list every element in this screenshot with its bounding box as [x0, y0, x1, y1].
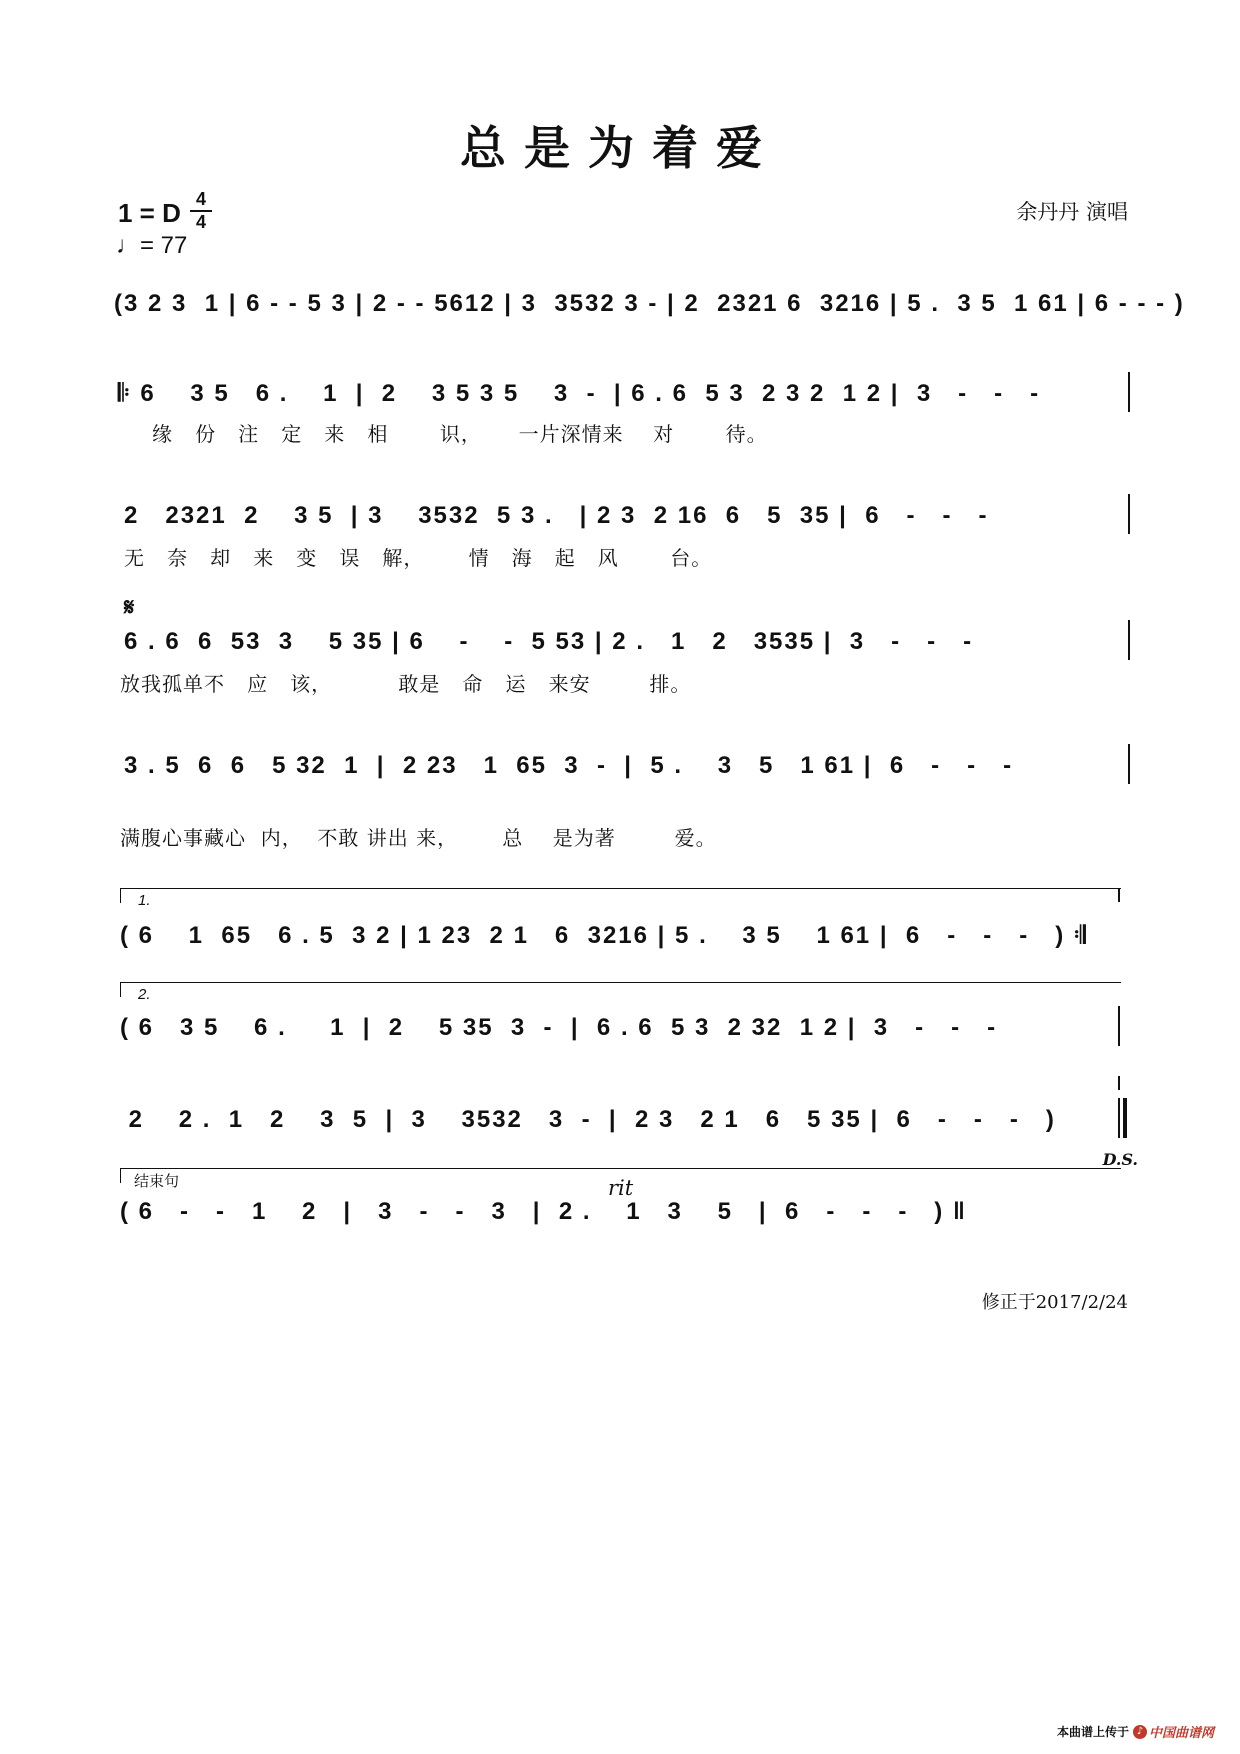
volta-1-bracket-end — [1118, 888, 1120, 902]
tempo-marking: ♩= 77 — [116, 232, 188, 259]
ending-label: 结束句 — [134, 1172, 180, 1190]
notation-row-ending: ( 6 - - 1 2 | 3 - - 3 | 2 . 1 3 5 | 6 - - - ) ‖ — [120, 1198, 967, 1225]
lyric-row-2: 无 奈 却 来 变 误 解， 情 海 起 风 台。 — [124, 546, 713, 570]
footer-text: 本曲谱上传于 — [1056, 1725, 1129, 1739]
volta-2-bracket — [120, 982, 1121, 997]
barline — [1128, 744, 1130, 784]
volta-1-label: 1. — [138, 892, 151, 909]
time-signature — [190, 190, 212, 232]
lyric-row-1: 缘 份 注 定 来 相 识， 一片深情来 对 待。 — [152, 422, 768, 446]
notation-row-1: 𝄆 6 3 5 6 . 1 | 2 3 5 3 5 3 - | 6 . 6 5 3 2 3 2 1 2 | 3 - - - — [118, 380, 1041, 407]
meter-top: 4 — [195, 189, 206, 209]
notation-row-3: 6 . 6 6 53 3 5 35 | 6 - - 5 53 | 2 . 1 2 3535 | 3 - - - — [124, 628, 974, 655]
dal-segno-mark: D.S. — [1102, 1150, 1138, 1169]
notation-row-intro: (3 2 3 1 | 6 - - 5 3 | 2 - - 5612 | 3 3532 3 - | 2 2321 6 3216 | 5 . 3 5 1 61 | 6 - - - ) — [114, 290, 1185, 317]
double-barline — [1123, 1098, 1127, 1138]
barline — [1128, 620, 1130, 660]
meter-bottom: 4 — [195, 212, 206, 232]
barline — [1118, 1006, 1120, 1046]
song-title: 总是为着爱 — [460, 121, 780, 175]
notation-row-volta-2: ( 6 3 5 6 . 1 | 2 5 35 3 - | 6 . 6 5 3 2 32 1 2 | 3 - - - — [120, 1014, 998, 1041]
notation-row-7: 2 2 . 1 2 3 5 | 3 3532 3 - | 2 3 2 1 6 5 35 | 6 - - - ) — [120, 1106, 1056, 1133]
logo-icon: ♪ — [1133, 1725, 1147, 1739]
volta-2-label: 2. — [138, 986, 151, 1003]
barline — [1118, 1098, 1120, 1138]
performer-credit: 余丹丹 演唱 — [1016, 200, 1128, 224]
ritardando-mark: rit — [608, 1176, 634, 1200]
notation-row-volta-1: ( 6 1 65 6 . 5 3 2 | 1 23 2 1 6 3216 | 5 . 3 5 1 61 | 6 - - - ) 𝄇 — [120, 922, 1088, 949]
lyric-row-4: 满腹心事藏心 内， 不敢 讲出 来， 总 是为著 爱。 — [120, 826, 717, 850]
notation-row-4: 3 . 5 6 6 5 32 1 | 2 23 1 65 3 - | 5 . 3 5 1 61 | 6 - - - — [124, 752, 1014, 779]
barline — [1128, 494, 1130, 534]
notation-row-2: 2 2321 2 3 5 | 3 3532 5 3 . | 2 3 2 16 6 5 35 | 6 - - - — [124, 502, 989, 529]
volta-2-bracket-end — [1118, 1076, 1120, 1090]
volta-1-bracket — [120, 888, 1121, 903]
footer-credit — [1057, 1722, 1214, 1741]
lyric-row-3: 放我孤单不 应 该， 敢是 命 运 来安 排。 — [120, 672, 692, 696]
barline — [1128, 372, 1130, 412]
revision-date: 修正于2017/2/24 — [981, 1292, 1128, 1313]
site-logo — [1133, 1722, 1214, 1741]
key-signature: 1 = D — [118, 198, 181, 228]
segno-sign: 𝄋 — [124, 592, 135, 621]
logo-text: 中国曲谱网 — [1148, 1726, 1214, 1741]
